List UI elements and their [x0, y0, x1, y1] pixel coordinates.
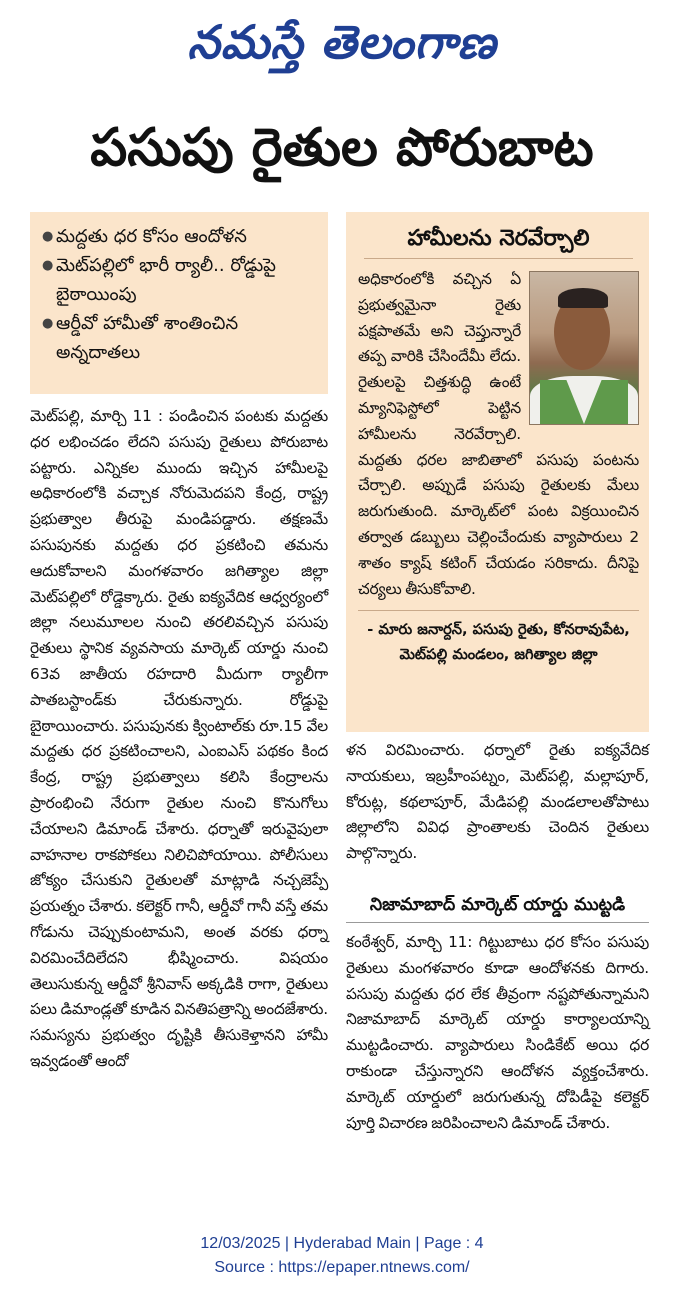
masthead-logo: నమస్తే తెలంగాణ [187, 15, 497, 69]
main-article-text: మెట్‌పల్లి, మార్చి 11 : పండించిన పంటకు మద్దతు ధర లభించడం లేదని పసుపు రైతులు పోరుబాట పట్టారు. ఎన్నికల ముందు ఇచ్చిన హామీలపై అధికారంలోకి వచ్చాక నోరుమెదపని కేంద్ర, రాష్ట్ర ప్రభుత్వాల తీరుపై మండిపడ్డారు. తక్షణమే పసుపునకు మద్దతు ధర ప్రకటించి తమను ఆదుకోవాలని మంగళవారం జగిత్యాల జిల్లా మెట్‌పల్లిలో రోడ్డెక్కారు. రైతు ఐక్యవేదిక ఆధ్వర్యంలో జిల్లా నలుమూలల నుంచి తరలివచ్చిన పసుపు రైతులు స్థానిక వ్యవసాయ మార్కెట్ యార్డు నుంచి 63వ జాతీయ రహదారి మీదుగా ర్యాలీగా పాతబస్టాండ్‌కు చేరుకున్నారు. రోడ్డుపై బైఠాయించారు. పసుపునకు క్వింటాల్‌కు రూ.15 వేల మద్దతు ధర ప్రకటించాలని, ఎంఐఎస్ పథకం కింద కేంద్ర, రాష్ట్ర ప్రభుత్వాలు కలిసి కేంద్రాలను ప్రారంభించి నేరుగా రైతుల నుంచి కొనుగోలు చేయాలని డిమాండ్ చేశారు. ధర్నాతో ఇరువైపులా వాహనాల రాకపోకలు నిలిచిపోయాయి. పోలీసులు జోక్యం చేసుకుని రైతులతో మాట్లాడి నచ్చజెప్పే ప్రయత్నం చేశారు. కలెక్టర్ గానీ, ఆర్డీవో గానీ వస్తే తమ గోడును చెప్పుకుంటామని, అంత వరకు ధర్నా విరమించేదిలేదని భీష్మించారు. విషయం తెలుసుకున్న ఆర్డీవో శ్రీనివాస్ అక్కడికి రాగా, రైతులు పలు డిమాండ్లతో కూడిన వినతిపత్రాన్ని అందజేశారు. సమస్యను ప్రభుత్వం దృష్టికి తీసుకెళ్తానని హామీ ఇవ్వడంతో ఆందో [30, 407, 328, 1070]
highlight-text: మెట్‌పల్లిలో భారీ ర్యాలీ.. రోడ్డుపై బైఠాయింపు [56, 255, 276, 305]
bullet-icon: ● [42, 316, 54, 331]
highlight-item [42, 251, 320, 309]
sub-article-text: కంఠేశ్వర్, మార్చి 11: గిట్టుబాటు ధర కోసం పసుపు రైతులు మంగళవారం కూడా ఆందోళనకు దిగారు. పసుపు మద్దతు ధర లేక తీవ్రంగా నష్టపోతున్నామని నిజామాబాద్ మార్కెట్ యార్డు కార్యాలయాన్ని ముట్టడించారు. వ్యాపారులు సిండికేట్ అయి ధర రాకుండా చేస్తున్నారని ఆందోళన వ్యక్తంచేశారు. మార్కెట్ యార్డులో జరుగుతున్న దోపిడీపై కలెక్టర్ పూర్తి విచారణ జరిపించాలని డిమాండ్ చేశారు. [346, 933, 649, 1132]
sidebar-box [346, 212, 649, 732]
highlight-text: మద్దతు ధర కోసం ఆందోళన [56, 226, 247, 247]
highlight-item [42, 309, 320, 367]
main-article-continuation: ళన విరమించారు. ధర్నాలో రైతు ఐక్యవేదిక నాయకులు, ఇబ్రహీంపట్నం, మెట్‌పల్లి, మల్లాపూర్, కోరుట్ల, కథలాపూర్, మేడిపల్లి మండలాలతోపాటు జిల్లాలోని వివిధ ప్రాంతాలకు చెందిన రైతులు పాల్గొన్నారు. [346, 741, 649, 863]
bullet-icon: ● [42, 229, 54, 244]
sub-article-title: నిజామాబాద్ మార్కెట్ యార్డు ముట్టడి [346, 888, 649, 923]
headline: పసుపు రైతుల పోరుబాట [90, 118, 594, 178]
farmer-photo [529, 271, 639, 425]
highlights-box [30, 212, 328, 394]
highlight-text: ఆర్డీవో హామీతో శాంతించిన అన్నదాతలు [56, 313, 239, 363]
sidebar-title: హామీలను నెరవేర్చాలి [364, 220, 633, 259]
footer-source: Source : https://epaper.ntnews.com/ [214, 1259, 470, 1276]
sidebar-text: అధికారంలోకి వచ్చిన ఏ ప్రభుత్వమైనా రైతు పక్షపాతమే అని చెప్తున్నారే తప్ప వారికి చేసిందేమీ లేదు. రైతులపై చిత్తశుద్ధి ఉంటే మ్యానిఫెస్టోలో పెట్టిన హామీలను నెరవేర్చాలి. మద్దతు ధరల జాబితాలో పసుపు పంటను చేర్చాలి. అప్పుడే పసుపు రైతులకు మేలు జరుగుతుంది. మార్కెట్‌లో పంట విక్రయించిన తర్వాత డబ్బులు చెల్లించేందుకు వ్యాపారులు 2 శాతం క్యాష్ కటింగ్ చేయడం సరికాదు. దీనిపై చర్యలు తీసుకోవాలి. [358, 270, 639, 598]
footer [0, 1232, 684, 1280]
footer-date-edition: 12/03/2025 | Hyderabad Main | Page : 4 [200, 1235, 484, 1252]
bullet-icon: ● [42, 258, 54, 273]
sidebar-credit: - మారు జనార్దన్, పసుపు రైతు, కోనరావుపేట, మెట్‌పల్లి మండలం, జగిత్యాల జిల్లా [358, 610, 639, 667]
highlight-item [42, 222, 320, 251]
